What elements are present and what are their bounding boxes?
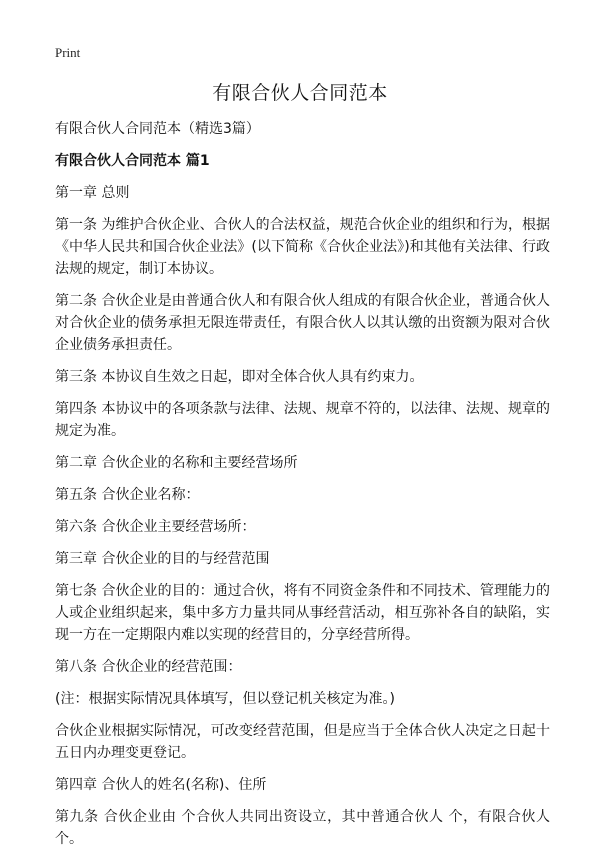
article-paragraph: 合伙企业根据实际情况，可改变经营范围，但是应当于全体合伙人决定之日起十五日内办理变更登记。 [55, 723, 550, 761]
article-paragraph: 第四条 本协议中的各项条款与法律、法规、规章不符的，以法律、法规、规章的规定为准。 [55, 401, 550, 439]
article-paragraph: 第八条 合伙企业的经营范围： [55, 659, 242, 675]
document-body [55, 118, 550, 860]
chapter-heading: 第二章 合伙企业的名称和主要经营场所 [55, 455, 298, 471]
article-paragraph: 第二条 合伙企业是由普通合伙人和有限合伙人组成的有限合伙企业，普通合伙人对合伙企业的债务承担无限连带责任，有限合伙人以其认缴的出资额为限对合伙企业债务承担责任。 [55, 293, 550, 353]
section-heading: 有限合伙人合同范本 篇1 [55, 153, 210, 169]
doc-subtitle: 有限合伙人合同范本（精选3篇） [55, 121, 260, 137]
article-paragraph: 第五条 合伙企业名称： [55, 487, 200, 503]
chapter-heading: 第一章 总则 [55, 185, 130, 201]
chapter-heading: 第四章 合伙人的姓名(名称)、住所 [55, 777, 267, 793]
article-paragraph: 第一条 为维护合伙企业、合伙人的合法权益，规范合伙企业的组织和行为，根据《中华人民共和国合伙企业法》(以下简称《合伙企业法》)和其他有关法律、行政法规的规定，制订本协议。 [55, 217, 550, 277]
chapter-heading: 第三章 合伙企业的目的与经营范围 [55, 551, 270, 567]
document-title: 有限合伙人合同范本 [212, 82, 388, 104]
print-link[interactable]: Print [55, 45, 81, 60]
article-paragraph: 第七条 合伙企业的目的：通过合伙，将有不同资金条件和不同技术、管理能力的人或企业组织起来，集中多方力量共同从事经营活动，相互弥补各自的缺陷，实现一方在一定期限内难以实现的经营目的，分享经营所得。 [55, 583, 550, 643]
article-paragraph: 第三条 本协议自生效之日起，即对全体合伙人具有约束力。 [55, 369, 424, 385]
article-paragraph: 第六条 合伙企业主要经营场所： [55, 519, 256, 535]
note-paragraph: (注：根据实际情况具体填写，但以登记机关核定为准。) [55, 691, 395, 707]
article-paragraph: 第九条 合伙企业由 个合伙人共同出资设立，其中普通合伙人 个，有限合伙人 个。 [55, 809, 550, 847]
